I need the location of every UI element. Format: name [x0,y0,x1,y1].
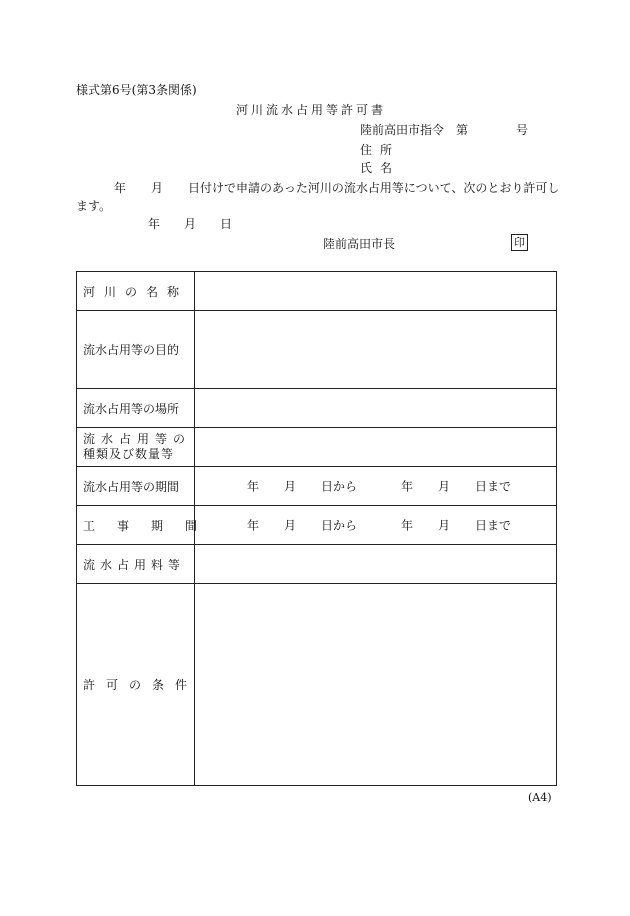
body-sentence-line1 [114,180,559,196]
table-row-occupancy-period [77,467,556,506]
river-name-field[interactable] [195,272,556,310]
table-row-fee [77,545,556,584]
number-suffix: 号 [516,123,529,137]
document-title: 河川流水占用等許可書 [236,103,387,117]
period-to-year: 年 [401,479,414,494]
period-to-month: 月 [438,479,451,494]
row-label: 流水占用料等 [83,557,186,572]
body-year: 年 [114,181,127,195]
construction-to-month: 月 [438,518,451,533]
construction-to-suffix: 日まで [475,518,512,533]
construction-from-suffix: 日から [321,518,358,533]
issue-month: 月 [184,217,197,231]
location-field[interactable] [195,389,556,427]
period-to-suffix: 日まで [475,479,512,494]
issuer-prefix: 陸前高田市指令 [360,123,445,137]
name-label: 氏名 [360,161,401,175]
table-row-location [77,389,556,428]
period-from-suffix: 日から [321,479,358,494]
issue-day: 日 [220,217,233,231]
period-from-month: 月 [284,479,297,494]
row-label-line2: 種類及び数量等 [83,447,175,461]
issue-date [148,216,232,232]
row-label: 工事期間 [83,518,220,533]
table-row-conditions [77,584,556,785]
issue-year: 年 [148,217,161,231]
fee-field[interactable] [195,545,556,583]
construction-from-month: 月 [284,518,297,533]
table-row-river-name [77,272,556,311]
body-sentence-line2: ます。 [76,199,112,213]
construction-to-year: 年 [401,518,414,533]
address-label: 住所 [360,143,401,157]
conditions-field[interactable] [195,584,556,785]
body-month: 月 [151,181,164,195]
row-label: 流水占用等の目的 [83,343,180,357]
mayor-label: 陸前高田市長 [323,237,396,251]
purpose-field[interactable] [195,311,556,388]
row-label-line1: 流水占用等の [83,432,192,446]
construction-period-field[interactable] [195,506,556,544]
number-prefix: 第 [456,123,469,137]
table-row-construction-period [77,506,556,545]
period-from-year: 年 [247,479,260,494]
table-row-type-quantity [77,428,556,467]
type-quantity-field[interactable] [195,428,556,466]
table-row-purpose [77,311,556,389]
occupancy-period-field[interactable] [195,467,556,505]
row-label: 流水占用等の期間 [83,479,180,494]
body-sentence: 日付けで申請のあった河川の流水占用等について、次のとおり許可し [188,181,560,195]
row-label: 河川の名称 [83,284,189,299]
form-number: 様式第6号(第3条関係) [76,83,197,97]
row-label: 流水占用等の場所 [83,401,180,416]
seal-mark: 印 [511,234,528,251]
issuer-line [360,122,528,138]
construction-from-year: 年 [247,518,260,533]
row-label: 許可の条件 [83,678,199,692]
permit-table [76,271,557,786]
paper-size-note: (A4) [528,791,552,804]
